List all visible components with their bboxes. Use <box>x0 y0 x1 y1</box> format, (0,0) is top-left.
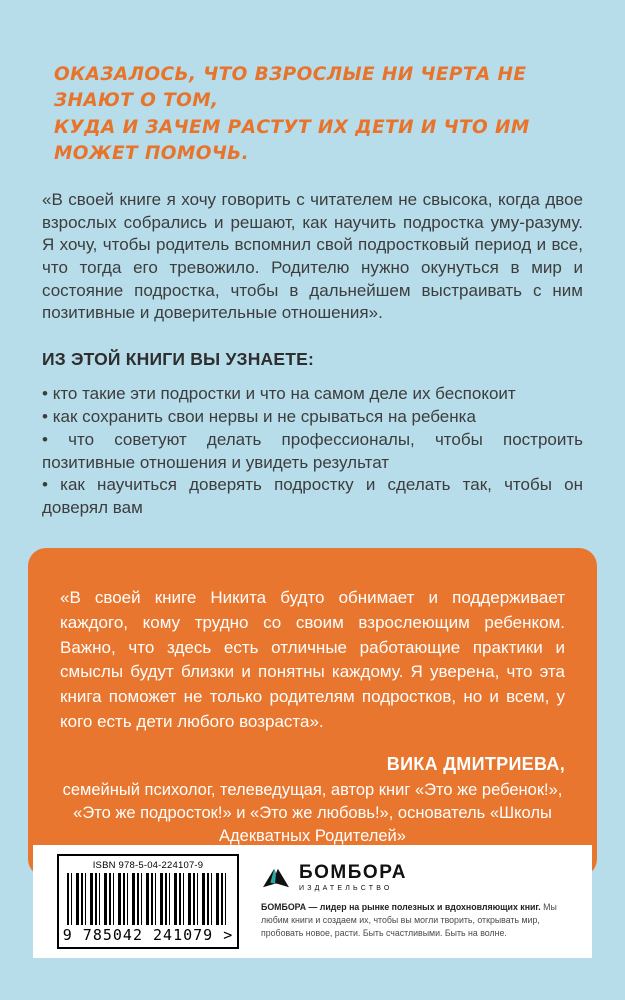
publisher-book-icon <box>261 865 291 891</box>
bullet-list <box>42 383 583 521</box>
publisher-blurb <box>261 901 561 939</box>
publisher-block <box>261 863 561 939</box>
headline-line1: ОКАЗАЛОСЬ, ЧТО ВЗРОСЛЫЕ НИ ЧЕРТА НЕ ЗНАЮТ О ТОМ, <box>54 64 527 112</box>
testimonial-panel <box>28 548 597 877</box>
testimonial-quote: «В своей книге Никита будто обнимает и поддерживает каждого, кому трудно со своим взрослеющим ребенком. Важно, что здесь есть отличные работающие практики и смыслы будут близки и понятны каждому. Я уверена, что эта книга поможет не только родителям подростков, но и всем, у кого есть дети любого возраста». <box>60 588 565 731</box>
bullet-item: • как сохранить свои нервы и не срываться на ребенка <box>42 406 583 429</box>
bullet-item: • как научиться доверять подростку и сделать так, чтобы он доверял вам <box>42 474 583 520</box>
testimonial-author-bio: семейный психолог, телеведущая, автор книг «Это же ребенок!», «Это же подросток!» и «Это же любовь!», основатель «Школы Адекватных Родителей» <box>62 781 563 845</box>
learn-section-heading: ИЗ ЭТОЙ КНИГИ ВЫ УЗНАЕТЕ: <box>42 348 315 369</box>
publisher-subtitle: ИЗДАТЕЛЬСТВО <box>299 885 393 893</box>
barcode-block <box>57 854 239 949</box>
publisher-logo-row <box>261 863 561 892</box>
bullet-item: • что советуют делать профессионалы, чтобы построить позитивные отношения и увидеть результат <box>42 429 583 475</box>
intro-quote: «В своей книге я хочу говорить с читателем не свысока, когда двое взрослых собрались и решают, как научить подростка уму-разуму. Я хочу, чтобы родитель вспомнил свой подростковый период и все, что тогда его тревожило. Родителю нужно окунуться в мир и состояние подростка, чтобы в дальнейшем выстраивать с ним позитивные и доверительные отношения». <box>42 190 583 323</box>
barcode-digits: 9 785042 241079 > <box>62 926 234 944</box>
publisher-wordmark <box>299 863 407 892</box>
publisher-blurb-rest: Мы любим книги и создаем их, чтобы вы могли творить, открывать мир, пробовать новое, расти. Быть счастливыми. Быть на волне. <box>261 902 557 938</box>
headline-line2: КУДА И ЗАЧЕМ РАСТУТ ИХ ДЕТИ И ЧТО ИМ МОЖЕТ ПОМОЧЬ. <box>54 116 530 164</box>
isbn-label: ISBN 978-5-04-224107-9 <box>92 860 204 871</box>
testimonial-author: ВИКА ДМИТРИЕВА, <box>386 754 565 775</box>
publisher-blurb-lead: БОМБОРА — лидер на рынке полезных и вдохновляющих книг. <box>261 902 541 913</box>
footer-bar <box>33 845 592 958</box>
barcode-icon <box>67 873 229 925</box>
bullet-item: • кто такие эти подростки и что на самом деле их беспокоит <box>42 383 583 406</box>
headline <box>42 62 583 167</box>
publisher-name: БОМБОРА <box>299 862 407 884</box>
